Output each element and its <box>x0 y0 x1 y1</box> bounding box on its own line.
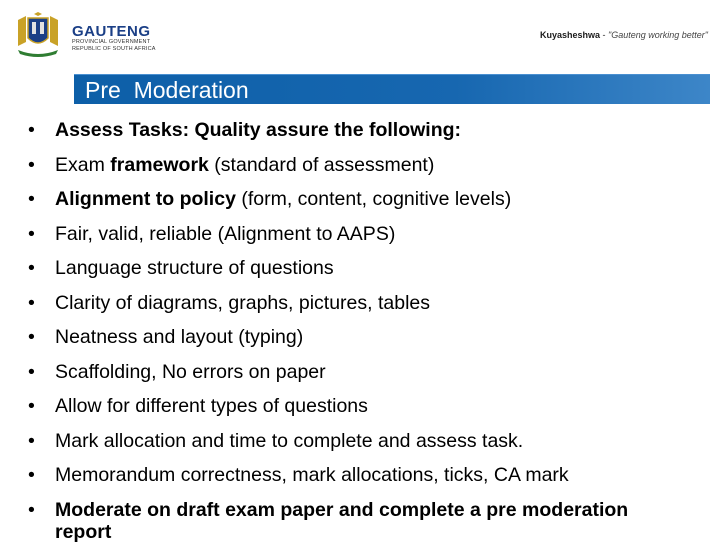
bullet-dot: • <box>28 188 35 210</box>
bullet-text: Allow for different types of questions <box>55 395 368 417</box>
bullet-text: Neatness and layout (typing) <box>55 326 304 348</box>
bullet-item <box>28 182 708 217</box>
bullet-bold: Alignment to policy <box>55 188 236 210</box>
bullet-dot: • <box>28 326 35 348</box>
bullet-item <box>28 355 708 390</box>
bullet-text: Memorandum correctness, mark allocations, ticks, CA mark <box>55 464 569 486</box>
bullet-pre: Exam <box>55 153 111 176</box>
bullet-dot: • <box>28 291 35 314</box>
bullet-dot: • <box>28 153 35 176</box>
tagline <box>540 30 708 40</box>
bullet-list <box>28 113 708 543</box>
bullet-item <box>28 320 708 355</box>
bullet-text: Language structure of questions <box>55 257 334 279</box>
bullet-bold: Moderate on draft exam paper and complete a pre moderation report <box>55 498 629 543</box>
bullet-bold: Assess Tasks: Quality assure the following: <box>55 119 462 141</box>
brand-name: GAUTENG <box>72 23 151 40</box>
header <box>0 0 720 70</box>
bullet-dot: • <box>28 395 35 417</box>
bullet-text: (standard of assessment) <box>208 153 435 176</box>
bullet-dot: • <box>28 222 35 245</box>
bullet-text: Fair, valid, reliable (Alignment to AAPS) <box>55 222 396 245</box>
tagline-italic: "Gauteng working better" <box>608 30 708 40</box>
bullet-item <box>28 458 708 493</box>
slide-title-bar <box>74 74 710 104</box>
bullet-dot: • <box>28 429 35 452</box>
bullet-bold: framework <box>110 153 209 176</box>
bullet-item <box>28 286 708 321</box>
bullet-dot: • <box>28 257 35 279</box>
bullet-text: Mark allocation and time to complete and assess task. <box>55 429 524 452</box>
gauteng-crest-logo <box>12 12 64 58</box>
bullet-item <box>28 424 708 459</box>
bullet-text: Clarity of diagrams, graphs, pictures, tables <box>55 291 430 314</box>
bullet-item <box>28 113 708 148</box>
bullet-dot: • <box>28 360 35 383</box>
brand-sub-1: PROVINCIAL GOVERNMENT <box>72 39 151 45</box>
tagline-bold: Kuyasheshwa <box>540 30 601 40</box>
bullet-dot: • <box>28 119 35 141</box>
bullet-dot: • <box>28 498 35 521</box>
tagline-separator: - <box>600 30 609 40</box>
bullet-dot: • <box>28 464 35 486</box>
bullet-item <box>28 148 708 183</box>
brand-block <box>72 24 156 53</box>
bullet-text: (form, content, cognitive levels) <box>235 188 512 210</box>
bullet-item <box>28 493 675 543</box>
brand-sub-2: REPUBLIC OF SOUTH AFRICA <box>72 46 156 52</box>
bullet-item <box>28 251 708 286</box>
slide-title: Pre Moderation <box>85 77 249 103</box>
bullet-item <box>28 217 708 252</box>
bullet-text: Scaffolding, No errors on paper <box>55 360 326 383</box>
bullet-item <box>28 389 708 424</box>
